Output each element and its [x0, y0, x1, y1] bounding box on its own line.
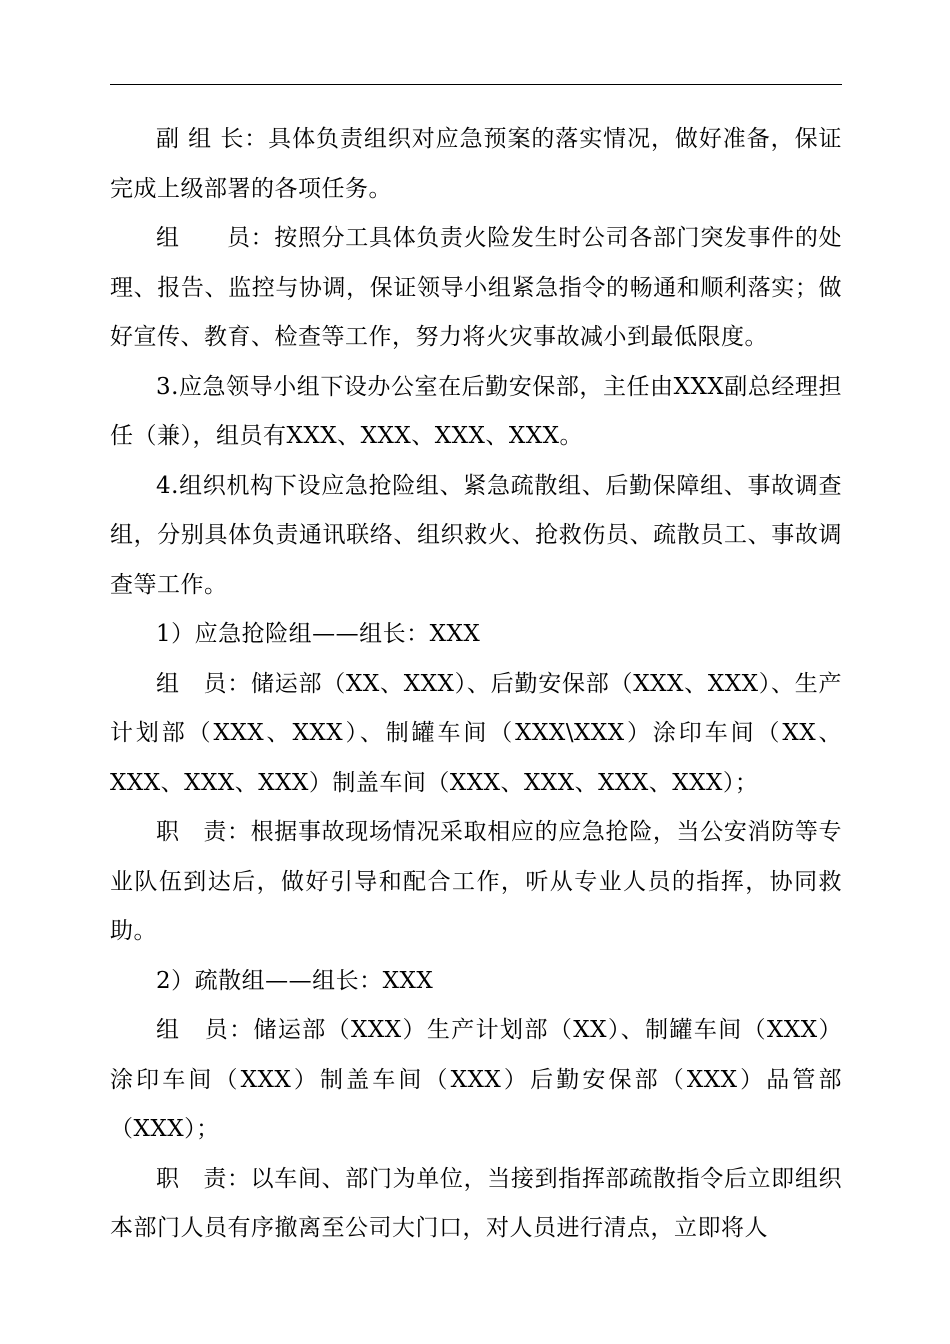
paragraph-office: 3.应急领导小组下设办公室在后勤安保部，主任由XXX副总经理担任（兼），组员有XXX、XXX、XXX、XXX。	[110, 373, 842, 449]
paragraph-rescue-members: 组 员：储运部（XX、XXX）、后勤安保部（XXX、XXX）、生产计划部（XXX、XXX）、制罐车间（XXX\XXX）涂印车间（XX、XXX、XXX、XXX）制盖车间（XXX、XXX、XXX、XXX）；	[110, 670, 842, 796]
paragraph-members: 组 员：按照分工具体负责火险发生时公司各部门突发事件的处理、报告、监控与协调，保证领导小组紧急指令的畅通和顺利落实；做好宣传、教育、检查等工作，努力将火灾事故减小到最低限度。	[110, 225, 842, 350]
paragraph-rescue-duties: 职 责：根据事故现场情况采取相应的应急抢险，当公安消防等专业队伍到达后，做好引导和配合工作，听从专业人员的指挥，协同救助。	[110, 819, 842, 944]
paragraph-deputy-leader: 副 组 长：具体负责组织对应急预案的落实情况，做好准备，保证完成上级部署的各项任务。	[110, 126, 842, 202]
paragraph-organization: 4.组织机构下设应急抢险组、紧急疏散组、后勤保障组、事故调查组，分别具体负责通讯联络、组织救火、抢救伤员、疏散员工、事故调查等工作。	[110, 472, 842, 598]
document-body	[110, 115, 842, 1254]
header-rule	[110, 84, 842, 85]
heading-evacuation-group: 2）疏散组——组长：XXX	[156, 967, 434, 994]
heading-rescue-group: 1）应急抢险组——组长：XXX	[156, 621, 481, 647]
paragraph-evacuation-duties: 职 责：以车间、部门为单位，当接到指挥部疏散指令后立即组织本部门人员有序撤离至公司大门口，对人员进行清点，立即将人	[110, 1165, 842, 1241]
paragraph-evacuation-members: 组 员：储运部（XXX）生产计划部（XX）、制罐车间（XXX）涂印车间（XXX）制盖车间（XXX）后勤安保部（XXX）品管部（XXX）；	[110, 1017, 842, 1142]
